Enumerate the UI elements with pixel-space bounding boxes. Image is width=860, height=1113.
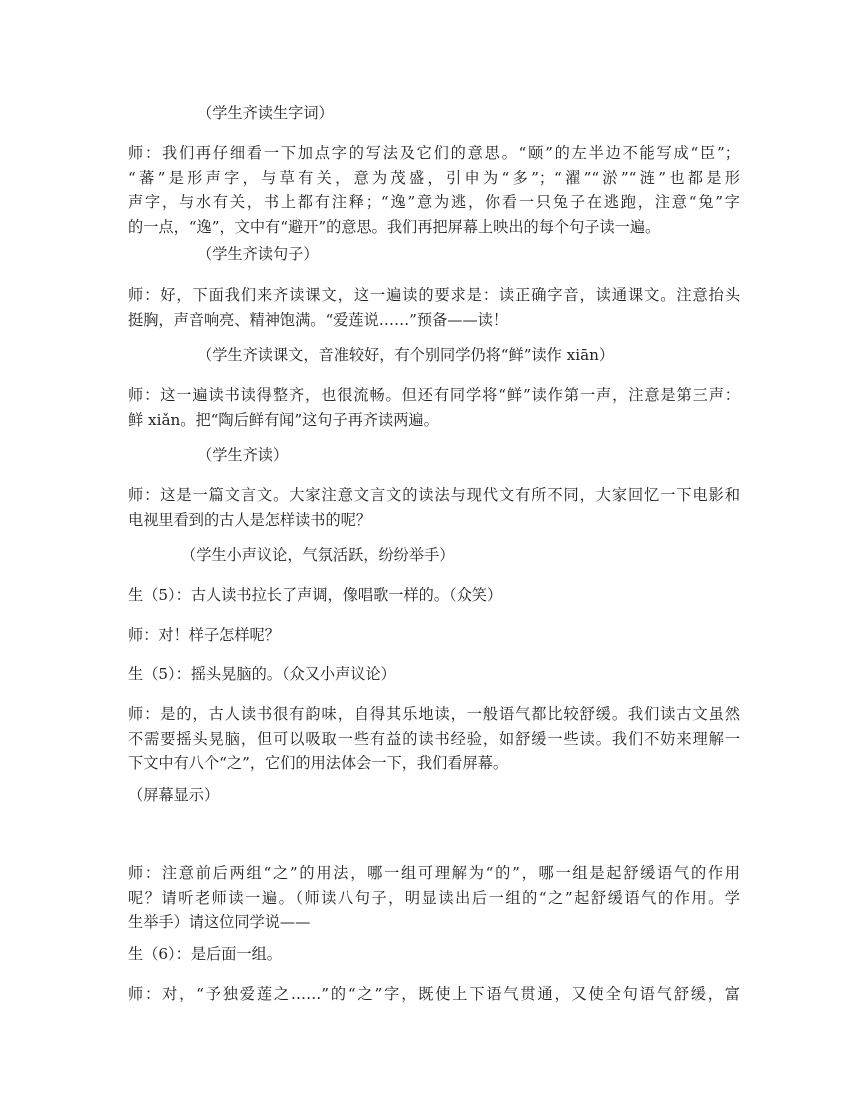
- stage-direction-discussion: [181, 543, 454, 568]
- line: 师：好，下面我们来齐读课文，这一遍读的要求是：读正确字音，读通课文。注意抬头: [128, 286, 740, 304]
- teacher-paragraph-classical-reading: [128, 483, 740, 532]
- stage-direction-read-text: [197, 343, 614, 368]
- student-line-5b: [128, 662, 396, 687]
- line: “蕃”是形声字，与草有关，意为茂盛，引申为“多”；“濯”“淤”“涟”也都是形: [128, 168, 740, 187]
- line: 电视里看到的古人是怎样读书的呢？: [128, 510, 371, 529]
- stage-direction-screen: [128, 783, 219, 808]
- stage-direction-read-words: [197, 101, 334, 126]
- line: 生（5）：摇头晃脑的。（众又小声议论）: [128, 665, 396, 683]
- line: （学生齐读句子）: [197, 245, 319, 263]
- line: 的一点，“逸”，文中有“避开”的意思。我们再把屏幕上映出的每个句子读一遍。: [128, 217, 661, 236]
- line: 师：对，“予独爱莲之……”的“之”字，既使上下语气贯通，又使全句语气舒缓，富: [128, 985, 740, 1003]
- line: 不需要摇头晃脑，但可以吸取一些有益的读书经验，如舒缓一些读。我们不妨来理解一: [128, 729, 740, 748]
- line: 生举手）请这位同学说——: [128, 913, 311, 931]
- teacher-paragraph-rhythm: [128, 702, 740, 776]
- teacher-paragraph-character-notes: [128, 141, 740, 239]
- line: 生（5）：古人读书拉长了声调，像唱歌一样的。（众笑）: [128, 586, 503, 604]
- line: （学生小声议论，气氛活跃，纷纷举手）: [181, 546, 455, 564]
- line: 师：我们再仔细看一下加点字的写法及它们的意思。“颐”的左半边不能写成“臣”；: [128, 144, 740, 162]
- line: 师：注意前后两组“之”的用法，哪一组可理解为“的”，哪一组是起舒缓语气的作用: [128, 864, 740, 882]
- line: 师：对！样子怎样呢？: [128, 626, 280, 644]
- teacher-line-question: [128, 623, 280, 648]
- line: （屏幕显示）: [128, 786, 220, 804]
- teacher-paragraph-zhi-usage: [128, 861, 740, 935]
- line: 挺胸，声音响亮、精神饱满。“爱莲说……”预备——读！: [128, 310, 509, 329]
- line: 生（6）：是后面一组。: [128, 945, 282, 963]
- line: 鲜 xiǎn。把“陶后鲜有闻”这句子再齐读两遍。: [128, 410, 439, 429]
- teacher-paragraph-explanation: [128, 982, 740, 1007]
- line: （学生齐读课文，音准较好，有个别同学仍将“鲜”读作 xiān）: [197, 346, 615, 364]
- line: 师：这一遍读书读得整齐，也很流畅。但还有同学将“鲜”读作第一声，注意是第三声：: [128, 386, 740, 404]
- line: 师：这是一篇文言文。大家注意文言文的读法与现代文有所不同，大家回忆一下电影和: [128, 486, 740, 504]
- line: （学生齐读）: [197, 446, 289, 464]
- stage-direction-read-sentences: [197, 242, 319, 267]
- teacher-paragraph-pronunciation: [128, 383, 740, 432]
- line: 师：是的，古人读书很有韵味，自得其乐地读，一般语气都比较舒缓。我们读古文虽然: [128, 705, 740, 723]
- line: 下文中有八个“之”，它们的用法体会一下，我们看屏幕。: [128, 754, 509, 772]
- line: 声字，与水有关，书上都有注释；“逸”意为逃，你看一只兔子在逃跑，注意“兔”字: [128, 193, 740, 211]
- student-line-6: [128, 942, 282, 967]
- student-line-5a: [128, 583, 502, 608]
- teacher-paragraph-read-text: [128, 283, 740, 332]
- stage-direction-read: [197, 443, 288, 468]
- line: 呢？请听老师读一遍。（师读八句子，明显读出后一组的“之”起舒缓语气的作用。学: [128, 888, 740, 907]
- line: （学生齐读生字词）: [197, 104, 334, 122]
